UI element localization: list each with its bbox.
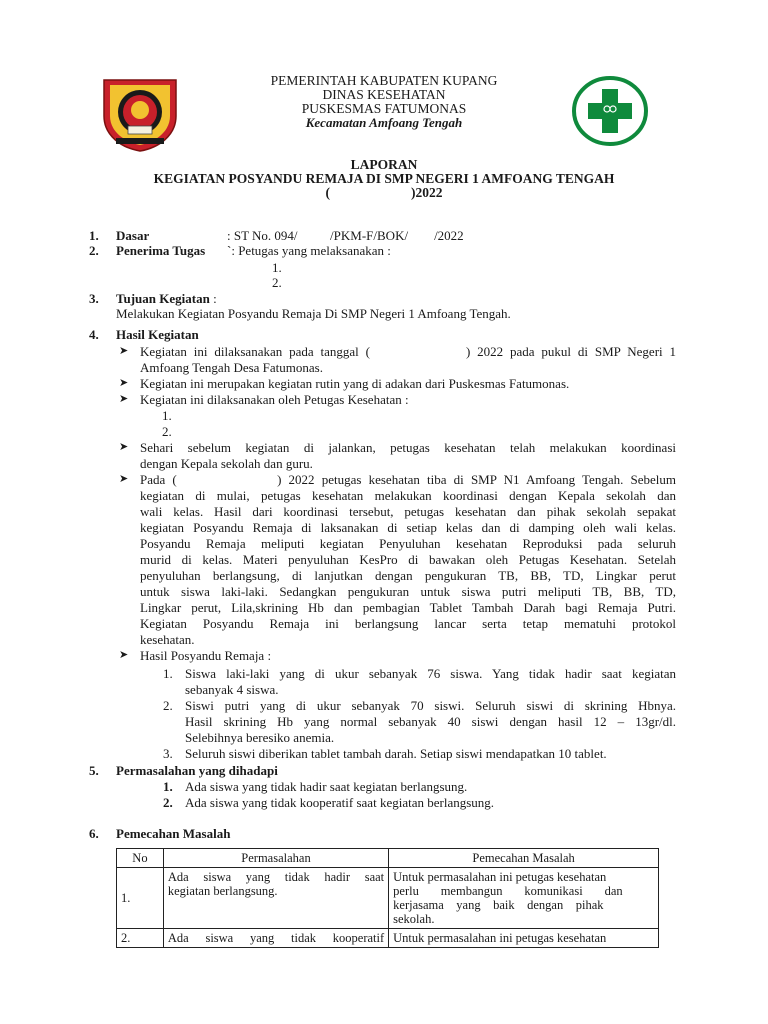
hasil-bullet-5-line-6: murid di kelas. Materi penyuluhan KesPro di bawakan oleh Petugas Kesehatan. Setelah bbox=[140, 552, 676, 567]
hasil-bullet-5-line-9: Lingkar perut, Lila,skrining Hb dan pembagian Tablet Tambah Darah bagi Remaja Putri. bbox=[140, 600, 676, 615]
table-cell-no: 2. bbox=[117, 929, 164, 948]
report-subtitle: KEGIATAN POSYANDU REMAJA DI SMP NEGERI 1 AMFOANG TENGAH bbox=[153, 171, 615, 186]
table-header-row bbox=[117, 849, 659, 868]
section-3-heading bbox=[116, 291, 217, 306]
hasil-bullet-5-line-8: untuk siswa laki-laki. Sedangkan pengukuran untuk siswa putri meliputi TB, BB, TD, bbox=[140, 584, 676, 599]
section-6-label: Pemecahan Masalah bbox=[116, 826, 231, 841]
header-line-3: PUSKESMAS FATUMONAS bbox=[301, 101, 467, 116]
bullet-arrow-icon: ➤ bbox=[119, 441, 129, 453]
section-4-label: Hasil Kegiatan bbox=[116, 327, 199, 342]
petugas-item-2: 2. bbox=[162, 424, 172, 439]
cell-line: Untuk permasalahan ini petugas kesehatan bbox=[393, 870, 607, 884]
table-row bbox=[117, 929, 659, 948]
petugas-item-1: 1. bbox=[162, 408, 172, 423]
table-cell-pemecahan bbox=[389, 929, 659, 948]
table-header-pemecahan: Pemecahan Masalah bbox=[389, 849, 659, 868]
hasil-result-2-line-2: Hasil skrining Hb yang normal sebanyak 40 siswi dengan hasil 12 – 13gr/dl. bbox=[185, 714, 676, 729]
header-line-4: Kecamatan Amfoang Tengah bbox=[305, 115, 463, 130]
table-header-no: No bbox=[117, 849, 164, 868]
report-date: ( )2022 bbox=[325, 185, 443, 200]
hasil-bullet-2: Kegiatan ini merupakan kegiatan rutin yang di adakan dari Puskesmas Fatumonas. bbox=[140, 376, 570, 391]
hasil-result-1-number: 1. bbox=[163, 666, 173, 681]
hasil-result-3: Seluruh siswi diberikan tablet tambah darah. Setiap siswi mendapatkan 10 tablet. bbox=[185, 746, 607, 761]
cell-line: sekolah. bbox=[393, 912, 435, 926]
table-header-permasalahan: Permasalahan bbox=[163, 849, 388, 868]
masalah-1: Ada siswa yang tidak hadir saat kegiatan berlangsung. bbox=[185, 779, 468, 794]
section-1-label: Dasar bbox=[116, 228, 150, 243]
hasil-bullet-5-line-11: kesehatan. bbox=[140, 632, 195, 647]
section-2-number: 2. bbox=[89, 243, 99, 258]
cell-line: perlu membangun komunikasi dan bbox=[393, 884, 623, 898]
pemecahan-masalah-table bbox=[116, 848, 659, 948]
table-row bbox=[117, 868, 659, 929]
section-3-text: Melakukan Kegiatan Posyandu Remaja Di SMP Negeri 1 Amfoang Tengah. bbox=[116, 306, 511, 321]
table-cell-permasalahan bbox=[163, 868, 388, 929]
hasil-result-3-number: 3. bbox=[163, 746, 173, 761]
cell-line: kegiatan berlangsung. bbox=[167, 884, 278, 898]
section-1-value: : ST No. 094/ /PKM-F/BOK/ /2022 bbox=[227, 228, 464, 243]
hasil-bullet-3: Kegiatan ini dilaksanakan oleh Petugas Kesehatan : bbox=[140, 392, 409, 407]
bullet-arrow-icon: ➤ bbox=[119, 377, 129, 389]
section-6-number: 6. bbox=[89, 826, 99, 841]
hasil-result-2-line-3: Selebihnya beresiko anemia. bbox=[185, 730, 335, 745]
bullet-arrow-icon: ➤ bbox=[119, 345, 129, 357]
hasil-bullet-5-line-5: Posyandu Remaja meliputi kegiatan Penyuluhan kesehatan Reproduksi pada seluruh bbox=[140, 536, 676, 551]
hasil-result-1-line-2: sebanyak 4 siswa. bbox=[185, 682, 279, 697]
hasil-bullet-5-line-2: kegiatan di mulai, petugas kesehatan melakukan koordinasi dengan Kepala sekolah dan bbox=[140, 488, 676, 503]
bullet-arrow-icon: ➤ bbox=[119, 473, 129, 485]
cell-line: Ada siswa yang tidak kooperatif bbox=[167, 931, 385, 945]
section-2-value: `: Petugas yang melaksanakan : bbox=[227, 243, 391, 258]
cell-line: kerjasama yang baik dengan pihak bbox=[393, 898, 604, 912]
hasil-bullet-1-line-1: Kegiatan ini dilaksanakan pada tanggal ( ) 2022 pada pukul di SMP Negeri 1 bbox=[140, 344, 676, 359]
bullet-arrow-icon: ➤ bbox=[119, 649, 129, 661]
hasil-result-2-line-1: Siswi putri yang di ukur sebanyak 70 siswi. Seluruh siswi di skrining Hbnya. bbox=[185, 698, 676, 713]
section-2-item-2: 2. bbox=[272, 275, 282, 290]
report-title: LAPORAN bbox=[350, 157, 418, 172]
header-line-2: DINAS KESEHATAN bbox=[322, 87, 446, 102]
masalah-2: Ada siswa yang tidak kooperatif saat kegiatan berlangsung. bbox=[185, 795, 495, 810]
table-cell-permasalahan bbox=[163, 929, 388, 948]
section-3-number: 3. bbox=[89, 291, 99, 306]
table-cell-pemecahan bbox=[389, 868, 659, 929]
hasil-bullet-5-line-7: penyuluhan berlangsung, di lanjutkan dengan pengukuran TB, BB, TD, Lingkar perut bbox=[140, 568, 676, 583]
hasil-bullet-5-line-10: Kegiatan Posyandu Remaja ini berlangsung lancar serta tetap mematuhi protokol bbox=[140, 616, 676, 631]
section-3-label: Tujuan Kegiatan bbox=[116, 291, 210, 306]
section-5-label: Permasalahan yang dihadapi bbox=[116, 763, 278, 778]
hasil-bullet-4-line-1: Sehari sebelum kegiatan di jalankan, petugas kesehatan telah melakukan koordinasi bbox=[140, 440, 676, 455]
masalah-2-number: 2. bbox=[163, 795, 173, 810]
masalah-1-number: 1. bbox=[163, 779, 173, 794]
section-2-item-1: 1. bbox=[272, 260, 282, 275]
cell-line: Ada siswa yang tidak hadir saat bbox=[167, 870, 385, 884]
table-cell-no: 1. bbox=[117, 868, 164, 929]
hasil-result-1-line-1: Siswa laki-laki yang di ukur sebanyak 76 siswa. Yang tidak hadir saat kegiatan bbox=[185, 666, 676, 681]
bullet-arrow-icon: ➤ bbox=[119, 393, 129, 405]
section-5-number: 5. bbox=[89, 763, 99, 778]
section-3-colon: : bbox=[209, 291, 217, 306]
cell-line: Untuk permasalahan ini petugas kesehatan bbox=[393, 931, 607, 945]
section-4-number: 4. bbox=[89, 327, 99, 342]
section-2-label: Penerima Tugas bbox=[116, 243, 206, 258]
hasil-bullet-5-line-4: kegiatan Posyandu Remaja di laksanakan di setiap kelas dan di damping oleh wali kelas. bbox=[140, 520, 676, 535]
hasil-bullet-4-line-2: dengan Kepala sekolah dan guru. bbox=[140, 456, 313, 471]
hasil-bullet-6: Hasil Posyandu Remaja : bbox=[140, 648, 272, 663]
hasil-bullet-1-line-2: Amfoang Tengah Desa Fatumonas. bbox=[140, 360, 323, 375]
hasil-bullet-5-line-1: Pada ( ) 2022 petugas kesehatan tiba di SMP N1 Amfoang Tengah. Sebelum bbox=[140, 472, 676, 487]
hasil-bullet-5-line-3: wali kelas. Hasil dari koordinasi tersebut, petugas kesehatan dan pihak sekolah sepakat bbox=[140, 504, 676, 519]
hasil-result-2-number: 2. bbox=[163, 698, 173, 713]
header-line-1: PEMERINTAH KABUPATEN KUPANG bbox=[270, 73, 498, 88]
section-1-number: 1. bbox=[89, 228, 99, 243]
